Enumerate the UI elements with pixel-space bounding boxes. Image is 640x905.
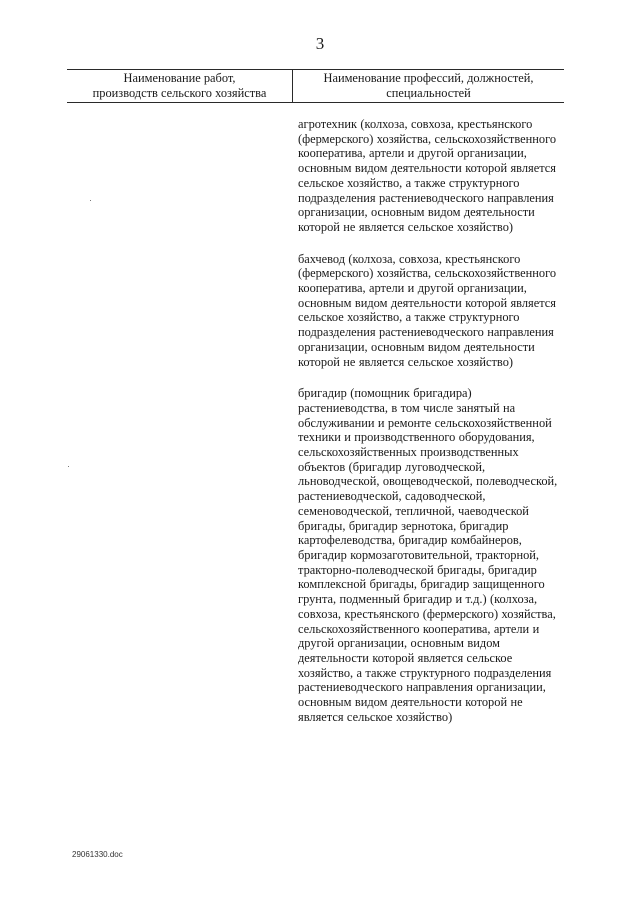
profession-entry-melon-grower: бахчевод (колхоза, совхоза, крестьянского (фермерского) хозяйства, сельскохозяйственного кооператива, артели и другой организации, основным видом деятельности которой является сельское хозяйство, а также структурного подразделения растениеводческого направления организации, основным видом деятельности которой не является сельское хозяйство)	[298, 251, 557, 369]
scan-speck	[68, 466, 69, 467]
column-header-professions-line-2: специальностей	[386, 86, 471, 100]
scan-speck	[90, 200, 91, 201]
profession-entry-agrotechnician: агротехник (колхоза, совхоза, крестьянского (фермерского) хозяйства, сельскохозяйственного кооператива, артели и другой организации, основным видом деятельности которой является сельское хозяйство, а также структурного подразделения растениеводческого направления организации, основным видом деятельности которой не является сельское хозяйство)	[298, 117, 557, 234]
table-header	[67, 69, 564, 103]
column-header-professions-line-1: Наименование профессий, должностей,	[323, 71, 534, 85]
footer-file-name: 29061330.doc	[72, 850, 123, 859]
column-header-works	[67, 71, 292, 101]
page-number: 3	[315, 34, 325, 53]
column-header-works-line-1: Наименование работ,	[123, 71, 236, 85]
column-header-works-line-2: производств сельского хозяйства	[92, 86, 267, 100]
professions-list	[298, 117, 564, 741]
profession-entry-brigade-leader: бригадир (помощник бригадира) растениеводства, в том числе занятый на обслуживании и ремонте сельскохозяйственной техники и производственного оборудования, сельскохозяйственных производственных объектов (бригадир луговодческой, льноводческой, овощеводческой, полеводческой, растениеводческой, садоводческой, семеноводческой, тепличной, чаеводческой бригады, бригадир зернотока, бригадир картофелеводства, бригадир комбайнеров, бригадир кормозаготовительной, тракторной, тракторно-полеводческой бригады, бригадир комплексной бригады, бригадир защищенного грунта, подменный бригадир и т.д.) (колхоза, совхоза, крестьянского (фермерского) хозяйства, сельскохозяйственного кооператива, артели и другой организации, основным видом деятельности которой является сельское хозяйство, а также структурного подразделения растениеводческого направления организации, основным видом деятельности которой не является сельское хозяйство)	[298, 386, 558, 724]
column-header-professions	[293, 71, 564, 101]
